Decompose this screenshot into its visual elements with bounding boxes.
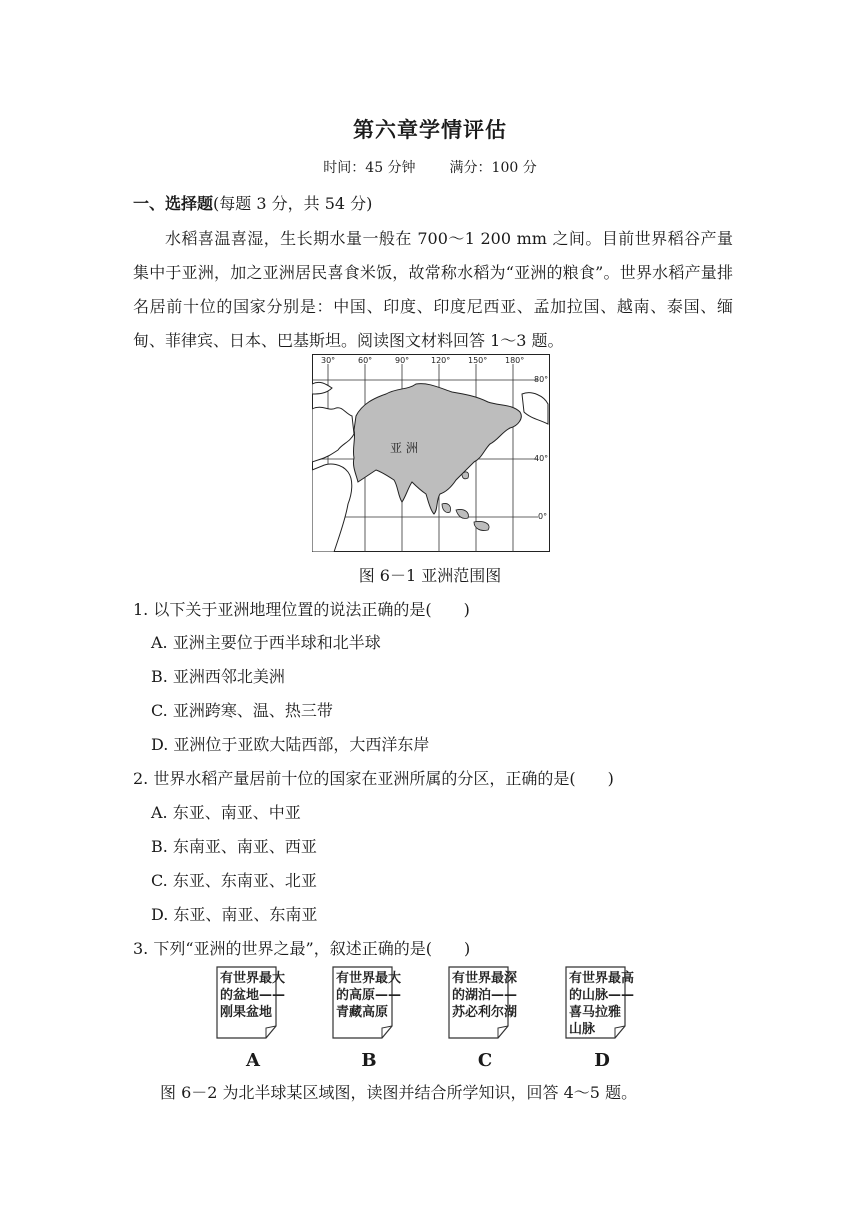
question-1-option-d: D. 亚洲位于亚欧大陆西部，大西洋东岸 — [151, 735, 430, 754]
lon-label-180: 180° — [505, 356, 525, 365]
asia-map — [312, 354, 550, 552]
lat-label-0: 0° — [538, 512, 548, 521]
question-1-option-a: A. 亚洲主要位于西半球和北半球 — [151, 633, 381, 652]
question-2-stem: 2. 世界水稻产量居前十位的国家在亚洲所属的分区，正确的是( ) — [133, 769, 614, 788]
card-b-text: 有世界最大 的高原—— 青藏高原 — [336, 971, 402, 1020]
question-1-option-c: C. 亚洲跨寒、温、热三带 — [151, 701, 333, 720]
section-note: (每题 3 分，共 54 分) — [213, 194, 373, 213]
section-title: 一、选择题 — [133, 194, 214, 213]
question-1-stem: 1. 以下关于亚洲地理位置的说法正确的是( ) — [133, 600, 470, 619]
answer-card-d — [565, 966, 635, 1037]
lon-label-90: 90° — [395, 356, 410, 365]
answer-card-b — [332, 966, 402, 1036]
lat-label-80: 80° — [534, 375, 549, 384]
question-1-option-b: B. 亚洲西邻北美洲 — [151, 667, 285, 686]
question-2-option-c: C. 东亚、东南亚、北亚 — [151, 871, 317, 890]
asia-region-label: 亚 洲 — [390, 441, 418, 455]
reading-passage: 水稻喜温喜湿，生长期水量一般在 700～1 200 mm 之间。目前世界稻谷产量集中于亚洲，加之亚洲居民喜食米饭，故常称水稻为“亚洲的粮食”。世界水稻产量排名居前十位的国家分别是：中国、印度、印度尼西亚、孟加拉国、越南、泰国、缅甸、菲律宾、日本、巴基斯坦。阅读图文材料回答 1～3 题。 — [133, 229, 733, 350]
next-section-intro: 图 6－2 为北半球某区域图，读图并结合所学知识，回答 4～5 题。 — [160, 1083, 638, 1102]
exam-time: 时间：45 分钟 — [323, 160, 416, 176]
card-a-label: A — [246, 1050, 260, 1071]
card-a-text: 有世界最大 的盆地—— 刚果盆地 — [220, 971, 286, 1020]
card-d-label: D — [594, 1050, 610, 1071]
answer-card-a — [216, 966, 286, 1036]
answer-card-c — [448, 966, 518, 1036]
card-c-label: C — [477, 1050, 493, 1071]
question-2-option-b: B. 东南亚、南亚、西亚 — [151, 837, 317, 856]
card-b-label: B — [361, 1050, 377, 1071]
lon-label-60: 60° — [358, 356, 373, 365]
map-caption: 图 6－1 亚洲范围图 — [358, 566, 502, 585]
page-title: 第六章学情评估 — [353, 117, 507, 142]
lon-label-30: 30° — [321, 356, 336, 365]
question-3-stem: 3. 下列“亚洲的世界之最”，叙述正确的是( ) — [133, 939, 471, 958]
exam-meta — [0, 157, 860, 177]
exam-score: 满分：100 分 — [449, 160, 537, 176]
lat-label-40: 40° — [534, 454, 549, 463]
section-heading — [133, 191, 372, 214]
lon-label-120: 120° — [431, 356, 451, 365]
question-2-option-d: D. 东亚、南亚、东南亚 — [151, 905, 318, 924]
card-d-text: 有世界最高 的山脉—— 喜马拉雅 山脉 — [569, 971, 635, 1037]
question-2-option-a: A. 东亚、南亚、中亚 — [151, 803, 301, 822]
lon-label-150: 150° — [468, 356, 488, 365]
card-c-text: 有世界最深 的湖泊—— 苏必利尔湖 — [452, 971, 518, 1020]
